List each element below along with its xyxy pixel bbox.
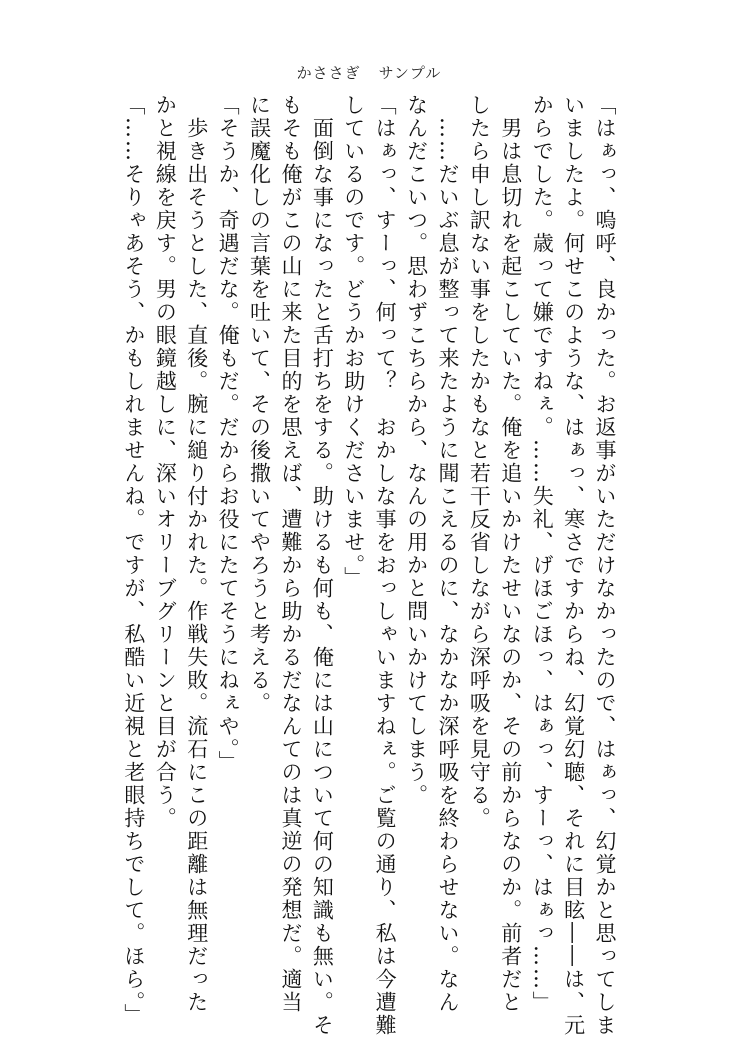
text-line-16: 「……そりゃあそう、かもしれませんね。ですが、私酷い近視と老眼持ちでして。ほら。」 — [121, 94, 146, 1027]
text-line-12: に誤魔化しの言葉を吐いて、その後撒いてやろうと考える。 — [247, 94, 272, 715]
text-line-9: しているのです。どうかお助けくださいませ。」 — [341, 94, 366, 590]
text-line-2: いましたよ。何せこのような、はぁっ、寒さですからね、幻覚幻聴、それに目眩――は、元 — [561, 94, 586, 1037]
text-line-14: 歩き出そうとした、直後。腕に縋り付かれた。作戦失敗。流石にこの距離は無理だった — [184, 94, 209, 1014]
text-line-10: 面倒な事になったと舌打ちをする。助けるも何も、俺には山について何の知識も無い。そ — [310, 94, 335, 1037]
running-header — [0, 62, 738, 83]
text-line-13: 「そうか、奇遇だな。俺もだ。だからお役にたてそうにねぇや。」 — [216, 94, 241, 774]
vertical-body-text — [118, 94, 621, 1037]
text-line-8: 「はぁっ、すーっ、何って？ おかしな事をおっしゃいますねぇ。ご覧の通り、私は今遭難 — [373, 94, 398, 1037]
text-line-5: したら申し訳ない事をしたかもなと若干反省しながら深呼吸を見守る。 — [467, 94, 492, 830]
text-line-15: かと視線を戻す。男の眼鏡越しに、深いオリーブグリーンと目が合う。 — [153, 94, 178, 830]
text-line-6: ……だいぶ息が整って来たように聞こえるのに、なかなか深呼吸を終わらせない。なん — [435, 94, 460, 1014]
header-subtitle: サンプル — [378, 64, 442, 82]
text-line-11: もそも俺がこの山に来た目的を思えば、遭難から助かるだなんてのは真逆の発想だ。適当 — [278, 94, 303, 1014]
text-line-4: 男は息切れを起こしていた。俺を追いかけたせいなのか、その前からなのか。前者だと — [498, 94, 523, 1014]
text-line-7: なんだこいつ。思わずこちらから、なんの用かと問いかけてしまう。 — [404, 94, 429, 807]
text-line-3: からでした。歳って嫌ですねぇ。……失礼、げほごほっ、はぁっ、すーっ、はぁっ……」 — [530, 94, 555, 1014]
text-line-1: 「はぁっ、嗚呼、良かった。お返事がいただけなかったので、はぁっ、幻覚かと思ってしま — [593, 94, 617, 1037]
header-title: かささぎ — [296, 64, 361, 82]
